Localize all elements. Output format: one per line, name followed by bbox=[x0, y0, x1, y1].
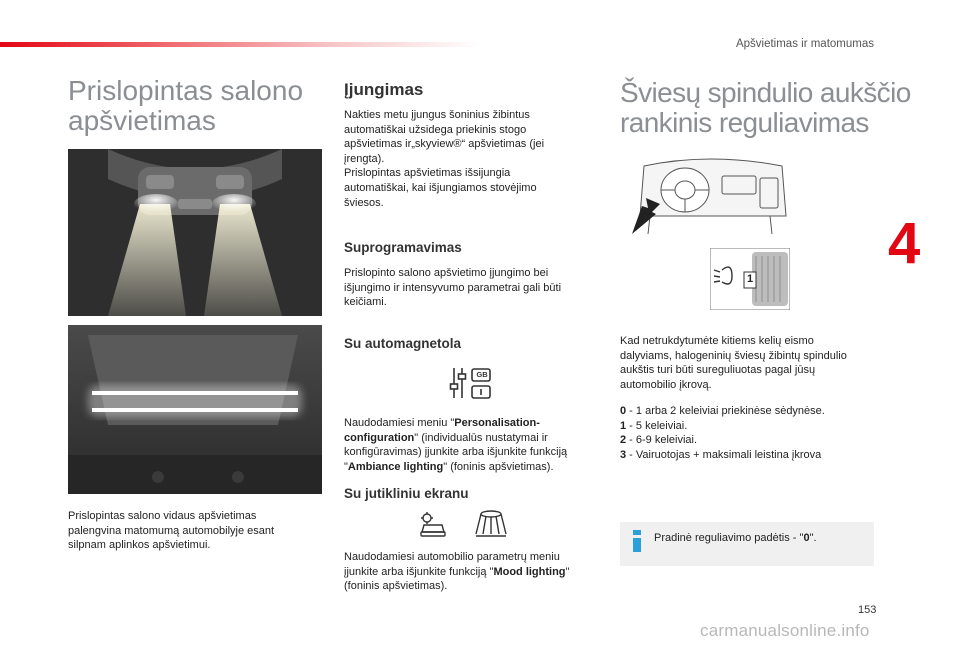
ijungimas-line: automatiškai užsidega priekinis stogo bbox=[344, 123, 527, 136]
text-part: Naudodamiesi automobilio parametrų meniu bbox=[344, 551, 560, 563]
menu-name-bold: configuration bbox=[344, 431, 415, 444]
headlamp-adjust-wheel-illustration bbox=[710, 248, 790, 310]
text-part: " bbox=[565, 565, 570, 578]
section-title: Apšvietimas ir matomumas bbox=[735, 38, 874, 50]
wheel-position-label: 1 bbox=[746, 273, 754, 285]
desc-line: aukštis turi būti sureguliuotas pagal jūsų bbox=[620, 364, 816, 377]
level-text: - 1 arba 2 keleiviai priekinėse sėdynėse. bbox=[626, 405, 825, 417]
level-number: 1 bbox=[620, 419, 627, 432]
text-part: konfigūravimas) įjunkite arba išjunkite funkciją bbox=[344, 446, 568, 459]
desc-line: dalyviams, halogeninių šviesų žibintų spindulio bbox=[620, 349, 847, 362]
level-number: 0 bbox=[620, 405, 627, 417]
chapter-number: 4 bbox=[888, 211, 921, 276]
ijungimas-line: įrengta). bbox=[344, 152, 385, 165]
ijungimas-text bbox=[344, 108, 604, 210]
mood-lighting-icon bbox=[474, 508, 508, 540]
level-text: - 6-9 keleiviai. bbox=[626, 434, 698, 447]
function-name-bold: Ambiance lighting bbox=[347, 460, 444, 473]
car-settings-icon bbox=[418, 510, 448, 540]
watermark: carmanualsonline.info bbox=[700, 621, 870, 640]
text-part: (foninis apšvietimas). bbox=[344, 580, 448, 593]
text-part: " (individualūs nustatymai ir bbox=[414, 431, 548, 444]
automagnetola-heading: Su automagnetola bbox=[344, 336, 462, 351]
level-text: - Vairuotojas + maksimali leistina įkrova bbox=[626, 448, 822, 461]
level-number: 3 bbox=[620, 448, 627, 461]
info-text-part: Pradinė reguliavimo padėtis - " bbox=[654, 532, 804, 544]
text-part: " (foninis apšvietimas). bbox=[443, 460, 554, 473]
left-caption-line: Prislopintas salono vidaus apšvietimas bbox=[68, 510, 257, 522]
page-number: 153 bbox=[858, 604, 877, 616]
info-text-part: ". bbox=[809, 532, 817, 544]
right-title-line2: rankinis reguliavimas bbox=[620, 107, 869, 138]
level-number: 2 bbox=[620, 434, 627, 447]
ijungimas-line: automatiškai, kai išjungiamos stovėjimo bbox=[344, 181, 537, 194]
gb-label: GB bbox=[476, 370, 488, 379]
ijungimas-heading: Įjungimas bbox=[344, 80, 424, 99]
menu-name-bold: Personalisation- bbox=[454, 417, 540, 429]
jutikliniu-ekranu-text bbox=[344, 550, 606, 594]
header-accent-bar bbox=[0, 42, 480, 47]
automagnetola-text bbox=[344, 416, 606, 474]
settings-sliders-icon bbox=[448, 364, 494, 402]
text-part: " bbox=[344, 460, 348, 473]
left-caption-line: palengvina matomumą automobilyje esant bbox=[68, 524, 275, 537]
left-title-line1: Prislopintas salono bbox=[68, 75, 304, 106]
text-part: Naudodamiesi meniu " bbox=[344, 417, 455, 429]
level-item bbox=[620, 433, 880, 448]
info-value: 0 bbox=[803, 532, 810, 544]
headlamp-description bbox=[620, 334, 880, 392]
desc-line: automobilio įkrovą. bbox=[620, 378, 712, 391]
ijungimas-line: Prislopintas apšvietimas išsijungia bbox=[344, 167, 511, 180]
suprogramavimas-heading: Suprogramavimas bbox=[344, 240, 462, 255]
level-item bbox=[620, 419, 880, 434]
jutikliniu-ekranu-heading: Su jutikliniu ekranu bbox=[344, 486, 469, 501]
desc-line: Kad netrukdytumėte kitiems kelių eismo bbox=[620, 335, 814, 347]
level-item bbox=[620, 448, 880, 463]
left-caption bbox=[68, 509, 322, 553]
ijungimas-line: apšvietimas ir„skyview®“ apšvietimas (jei bbox=[344, 138, 545, 151]
suprog-line: išjungimo ir intensyvumo parametrai gali būti bbox=[344, 281, 562, 294]
ceiling-light-photo-bottom bbox=[68, 325, 322, 494]
suprog-line: Prislopinto salono apšvietimo įjungimo bei bbox=[344, 267, 549, 279]
suprog-line: keičiami. bbox=[344, 296, 387, 309]
left-title bbox=[68, 76, 303, 136]
text-part: įjunkite arba išjunkite funkciją " bbox=[344, 565, 494, 578]
info-icon bbox=[629, 530, 645, 552]
level-text: - 5 keleiviai. bbox=[626, 419, 688, 432]
info-text bbox=[654, 531, 868, 546]
ijungimas-line: šviesos. bbox=[344, 196, 384, 209]
load-levels-list bbox=[620, 404, 880, 462]
ceiling-light-photo-top bbox=[68, 149, 322, 316]
dashboard-illustration bbox=[630, 156, 790, 240]
left-title-line2: apšvietimas bbox=[68, 105, 216, 136]
ijungimas-line: Nakties metu įjungus šoninius žibintus bbox=[344, 109, 530, 121]
function-name-bold: Mood lighting bbox=[493, 565, 566, 578]
right-title-line1: Šviesų spindulio aukščio bbox=[620, 77, 911, 108]
right-title bbox=[620, 78, 911, 138]
left-caption-line: silpnam aplinkos apšvietimui. bbox=[68, 539, 211, 552]
level-item bbox=[620, 404, 880, 419]
suprogramavimas-text bbox=[344, 266, 604, 310]
